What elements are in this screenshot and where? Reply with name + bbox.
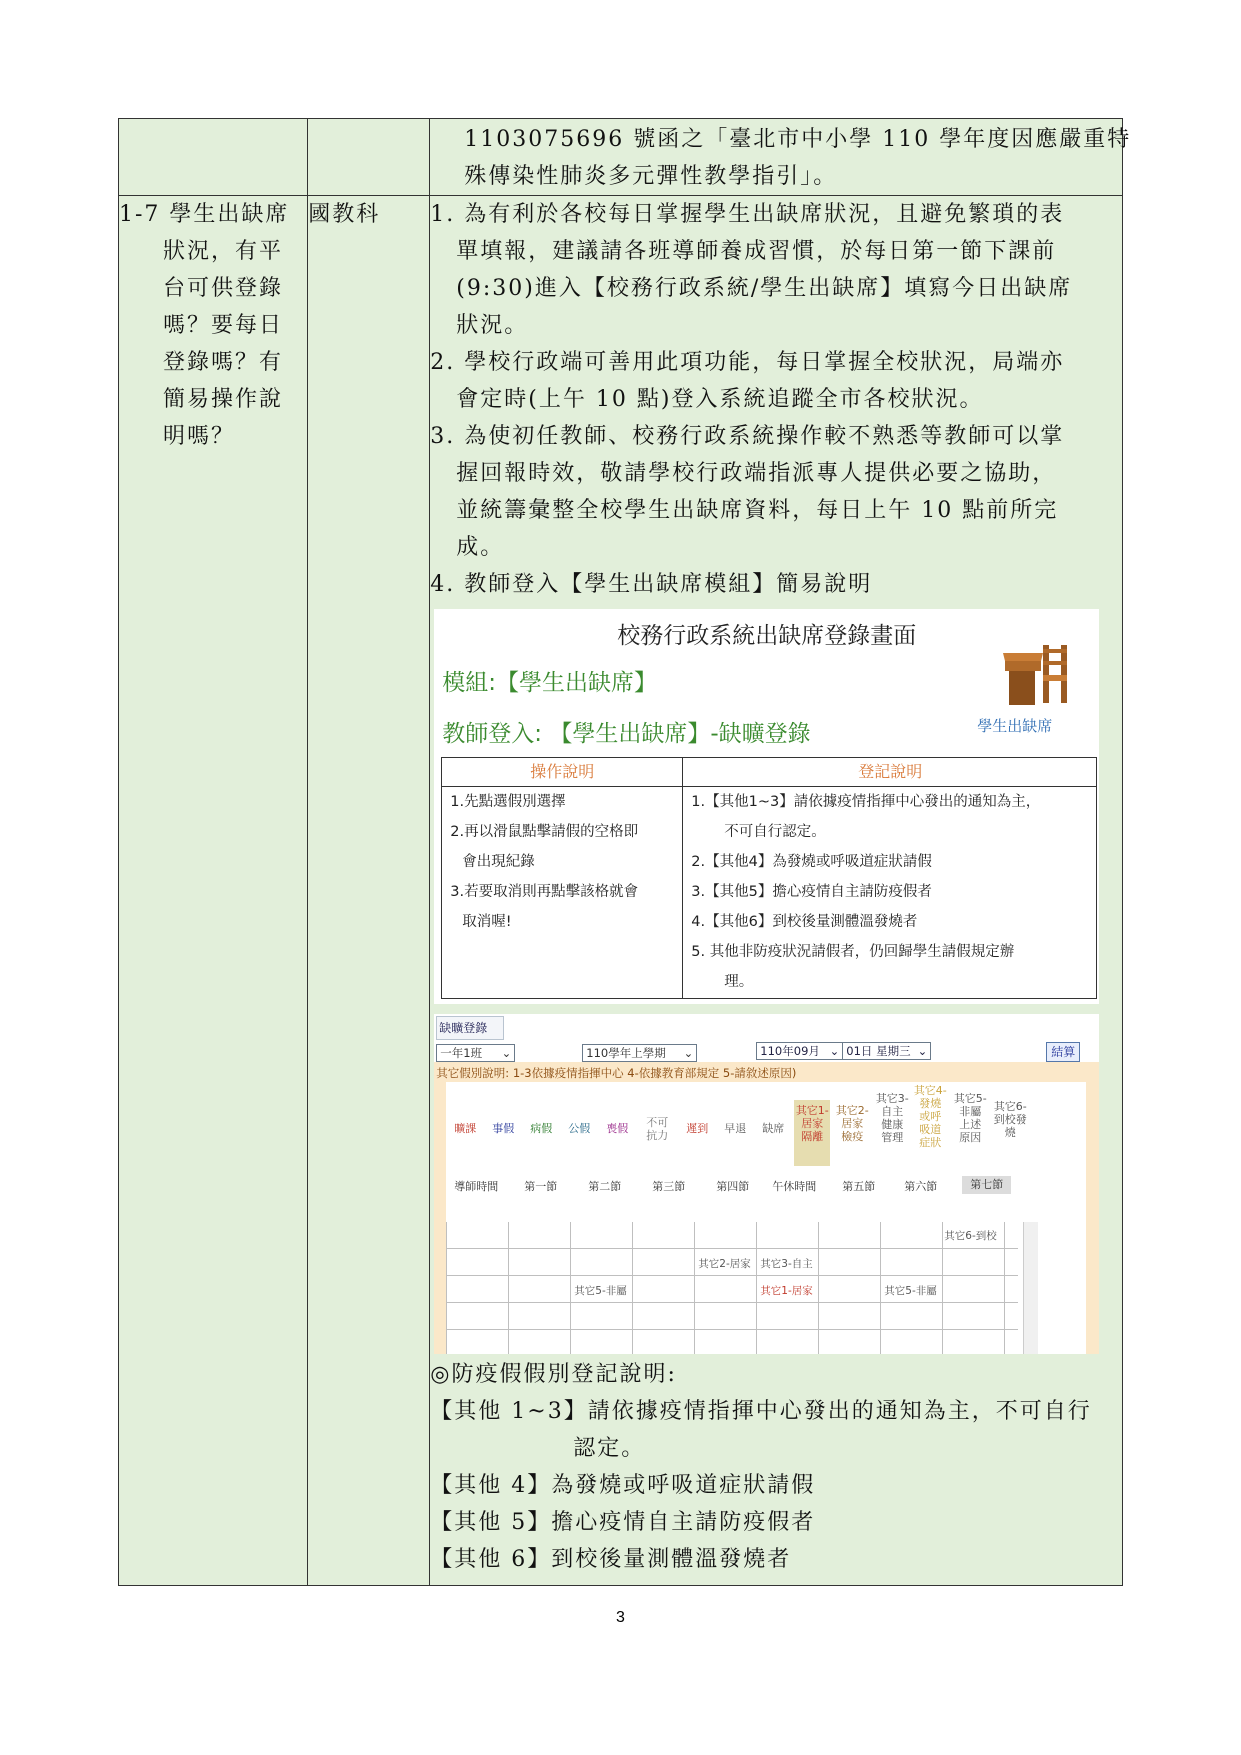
period-header: 午休時間 xyxy=(772,1180,817,1193)
grid-line xyxy=(694,1222,695,1354)
grid-line xyxy=(632,1222,633,1354)
leave-type-option[interactable]: 其它2- 居家 檢疫 xyxy=(835,1104,869,1143)
grid-line xyxy=(818,1222,819,1354)
item-3 xyxy=(430,418,1122,566)
leave-type-option[interactable]: 其它4- 發燒 或呼 吸道 症狀 xyxy=(913,1084,947,1149)
department-cell xyxy=(308,196,430,1586)
registration-line: 4.【其他6】到校後量測體溫發燒者 xyxy=(691,914,918,930)
month-select[interactable] xyxy=(756,1042,843,1060)
instruction-table xyxy=(441,757,1097,999)
department-cell-empty xyxy=(308,119,430,196)
term-select-value: 110學年上學期 xyxy=(586,1046,666,1060)
screen-title: 校務行政系統出缺席登錄畫面 xyxy=(617,623,917,649)
leave-type-option[interactable]: 公假 xyxy=(568,1122,591,1135)
text-line: 殊傳染性肺炎多元彈性教學指引」。 xyxy=(464,164,838,189)
attendance-cells xyxy=(446,1222,1086,1354)
grid-line xyxy=(942,1222,943,1354)
month-select-value: 110年09月 xyxy=(760,1044,820,1058)
item-4 xyxy=(430,566,1122,603)
registration-header: 登記說明 xyxy=(682,758,1097,787)
grid-line xyxy=(508,1222,509,1354)
question-cell-empty xyxy=(119,119,308,196)
grid-line xyxy=(756,1222,757,1354)
item-line: (9:30)進入【校務行政系統/學生出缺席】填寫今日出缺席 xyxy=(456,276,1073,301)
page-number: 3 xyxy=(616,1609,625,1626)
question-line: 台可供登錄 xyxy=(163,276,284,301)
grid-line xyxy=(446,1222,447,1354)
note-line: 【其他 5】擔心疫情自主請防疫假者 xyxy=(430,1510,816,1535)
period-header: 第一節 xyxy=(524,1180,558,1193)
chevron-down-icon: ⌄ xyxy=(917,1044,928,1058)
grid-scrollbar[interactable] xyxy=(1023,1222,1038,1354)
table-row xyxy=(119,119,1123,196)
period-header: 第五節 xyxy=(842,1180,876,1193)
item-1 xyxy=(430,196,1122,344)
question-line: 狀況，有平 xyxy=(163,239,284,264)
registration-line: 1.【其他1~3】請依據疫情指揮中心發出的通知為主， xyxy=(691,794,1041,810)
attendance-grid-image xyxy=(434,1014,1099,1354)
item-line: 3. 為使初任教師、校務行政系統操作較不熟悉等教師可以掌 xyxy=(430,424,1065,449)
question-line: 登錄嗎？有 xyxy=(163,350,284,375)
question-line: 簡易操作說 xyxy=(163,387,284,412)
item-line: 會定時(上午 10 點)登入系統追蹤全市各校狀況。 xyxy=(456,387,984,412)
login-screen-image xyxy=(434,609,1099,1004)
question-cell xyxy=(119,196,308,1586)
grid-line xyxy=(446,1329,1018,1330)
module-label: 模組:【學生出缺席】 xyxy=(442,670,658,696)
text-line: 1103075696 號函之「臺北市中小學 110 學年度因應嚴重特 xyxy=(464,127,1132,152)
item-2 xyxy=(430,344,1122,418)
leave-type-option[interactable]: 事假 xyxy=(492,1122,515,1135)
attendance-cell[interactable]: 其它5-非屬 xyxy=(574,1285,627,1297)
note-line: 認定。 xyxy=(573,1436,646,1461)
registration-line: 3.【其他5】擔心疫情自主請防疫假者 xyxy=(691,884,932,900)
item-line: 4. 教師登入【學生出缺席模組】簡易說明 xyxy=(430,572,873,597)
registration-line: 5. 其他非防疫狀況請假者，仍回歸學生請假規定辦 xyxy=(691,944,1015,960)
registration-line: 不可自行認定。 xyxy=(724,824,826,840)
operation-line: 會出現紀錄 xyxy=(462,854,535,870)
leave-type-option[interactable]: 曠課 xyxy=(454,1122,477,1135)
period-header: 導師時間 xyxy=(454,1180,499,1193)
calculate-button[interactable]: 結算 xyxy=(1046,1042,1080,1062)
period-header-selected: 第七節 xyxy=(962,1176,1011,1194)
chevron-down-icon: ⌄ xyxy=(829,1044,840,1058)
answer-cell xyxy=(430,196,1123,1586)
operation-header: 操作說明 xyxy=(442,758,682,787)
leave-type-option[interactable]: 其它6- 到校發 燒 xyxy=(993,1100,1027,1139)
question-line: 1-7 學生出缺席 xyxy=(119,202,290,227)
item-line: 成。 xyxy=(456,535,505,560)
leave-type-option[interactable]: 遲到 xyxy=(686,1122,709,1135)
grid-line xyxy=(880,1222,881,1354)
operation-line: 取消喔! xyxy=(462,914,512,930)
department-label: 國教科 xyxy=(308,202,381,227)
answer-cell xyxy=(430,119,1132,196)
grid-line xyxy=(446,1302,1018,1303)
period-header: 第六節 xyxy=(904,1180,938,1193)
attendance-cell[interactable]: 其它5-非屬 xyxy=(884,1285,937,1297)
item-line: 狀況。 xyxy=(456,313,529,338)
leave-type-option[interactable]: 其它5- 非屬 上述 原因 xyxy=(953,1092,987,1144)
operation-line: 3.若要取消則再點擊該格就會 xyxy=(450,884,639,900)
class-select[interactable] xyxy=(436,1044,515,1062)
icon-caption: 學生出缺席 xyxy=(977,717,1053,735)
leave-type-option[interactable]: 不可 抗力 xyxy=(646,1116,669,1142)
leave-type-option[interactable]: 喪假 xyxy=(606,1122,629,1135)
item-line: 握回報時效，敬請學校行政端指派專人提供必要之協助， xyxy=(456,461,1057,486)
question-line: 嗎？要每日 xyxy=(163,313,284,338)
tab-absence-registration[interactable]: 缺曠登錄 xyxy=(436,1016,504,1040)
grid-line xyxy=(446,1248,1018,1249)
attendance-cell[interactable]: 其它1-居家 xyxy=(760,1285,813,1297)
table-row xyxy=(119,196,1123,1586)
attendance-grid xyxy=(446,1082,1086,1354)
day-select[interactable] xyxy=(842,1042,931,1060)
leave-type-option[interactable]: 病假 xyxy=(530,1122,553,1135)
period-header-row xyxy=(446,1174,1086,1196)
chevron-down-icon: ⌄ xyxy=(683,1046,694,1060)
other-leave-note: 其它假別說明: 1-3依據疫情指揮中心 4-依據教育部規定 5-請敘述原因) xyxy=(436,1066,797,1080)
period-header: 第四節 xyxy=(716,1180,750,1193)
registration-column xyxy=(682,787,1097,998)
leave-type-option-selected[interactable]: 其它1- 居家 隔離 xyxy=(794,1100,830,1166)
item-line: 單填報，建議請各班導師養成習慣，於每日第一節下課前 xyxy=(456,239,1057,264)
school-desk-icon xyxy=(999,639,1071,709)
item-line: 並統籌彙整全校學生出缺席資料，每日上午 10 點前所完 xyxy=(456,498,1059,523)
leave-type-option[interactable]: 其它3- 自主 健康 管理 xyxy=(875,1092,909,1144)
operation-line: 2.再以滑鼠點擊請假的空格即 xyxy=(450,824,639,840)
faq-table xyxy=(118,118,1132,1586)
note-line: 【其他 1~3】請依據疫情指揮中心發出的通知為主，不可自行 xyxy=(430,1399,1092,1424)
leave-type-option[interactable]: 早退 xyxy=(724,1122,747,1135)
registration-line: 理。 xyxy=(724,974,754,990)
grid-line xyxy=(570,1222,571,1354)
item-line: 1. 為有利於各校每日掌握學生出缺席狀況，且避免繁瑣的表 xyxy=(430,202,1065,227)
note-line: 【其他 4】為發燒或呼吸道症狀請假 xyxy=(430,1473,816,1498)
leave-type-legend xyxy=(446,1082,1086,1174)
period-header: 第三節 xyxy=(652,1180,686,1193)
chevron-down-icon: ⌄ xyxy=(501,1046,512,1060)
registration-line: 2.【其他4】為發燒或呼吸道症狀請假 xyxy=(691,854,932,870)
operation-line: 1.先點選假別選擇 xyxy=(450,794,566,810)
leave-type-option[interactable]: 缺席 xyxy=(762,1122,785,1135)
operation-column xyxy=(442,787,682,998)
note-line: 【其他 6】到校後量測體溫發燒者 xyxy=(430,1547,792,1572)
attendance-cell[interactable]: 其它2-居家 xyxy=(698,1258,751,1270)
item-line: 2. 學校行政端可善用此項功能，每日掌握全校狀況，局端亦 xyxy=(430,350,1065,375)
class-select-value: 一年1班 xyxy=(440,1046,483,1060)
day-select-value: 01日 星期三 xyxy=(846,1044,911,1058)
attendance-cell[interactable]: 其它6-到校 xyxy=(944,1230,997,1242)
notes-title: ◎防疫假假別登記說明: xyxy=(430,1362,677,1387)
term-select[interactable] xyxy=(582,1044,697,1062)
grid-line xyxy=(446,1275,1018,1276)
attendance-cell[interactable]: 其它3-自主 xyxy=(760,1258,813,1270)
teacher-login-label: 教師登入: 【學生出缺席】-缺曠登錄 xyxy=(442,721,811,747)
question-line: 明嗎？ xyxy=(163,424,236,449)
grid-line xyxy=(1004,1222,1005,1354)
period-header: 第二節 xyxy=(588,1180,622,1193)
